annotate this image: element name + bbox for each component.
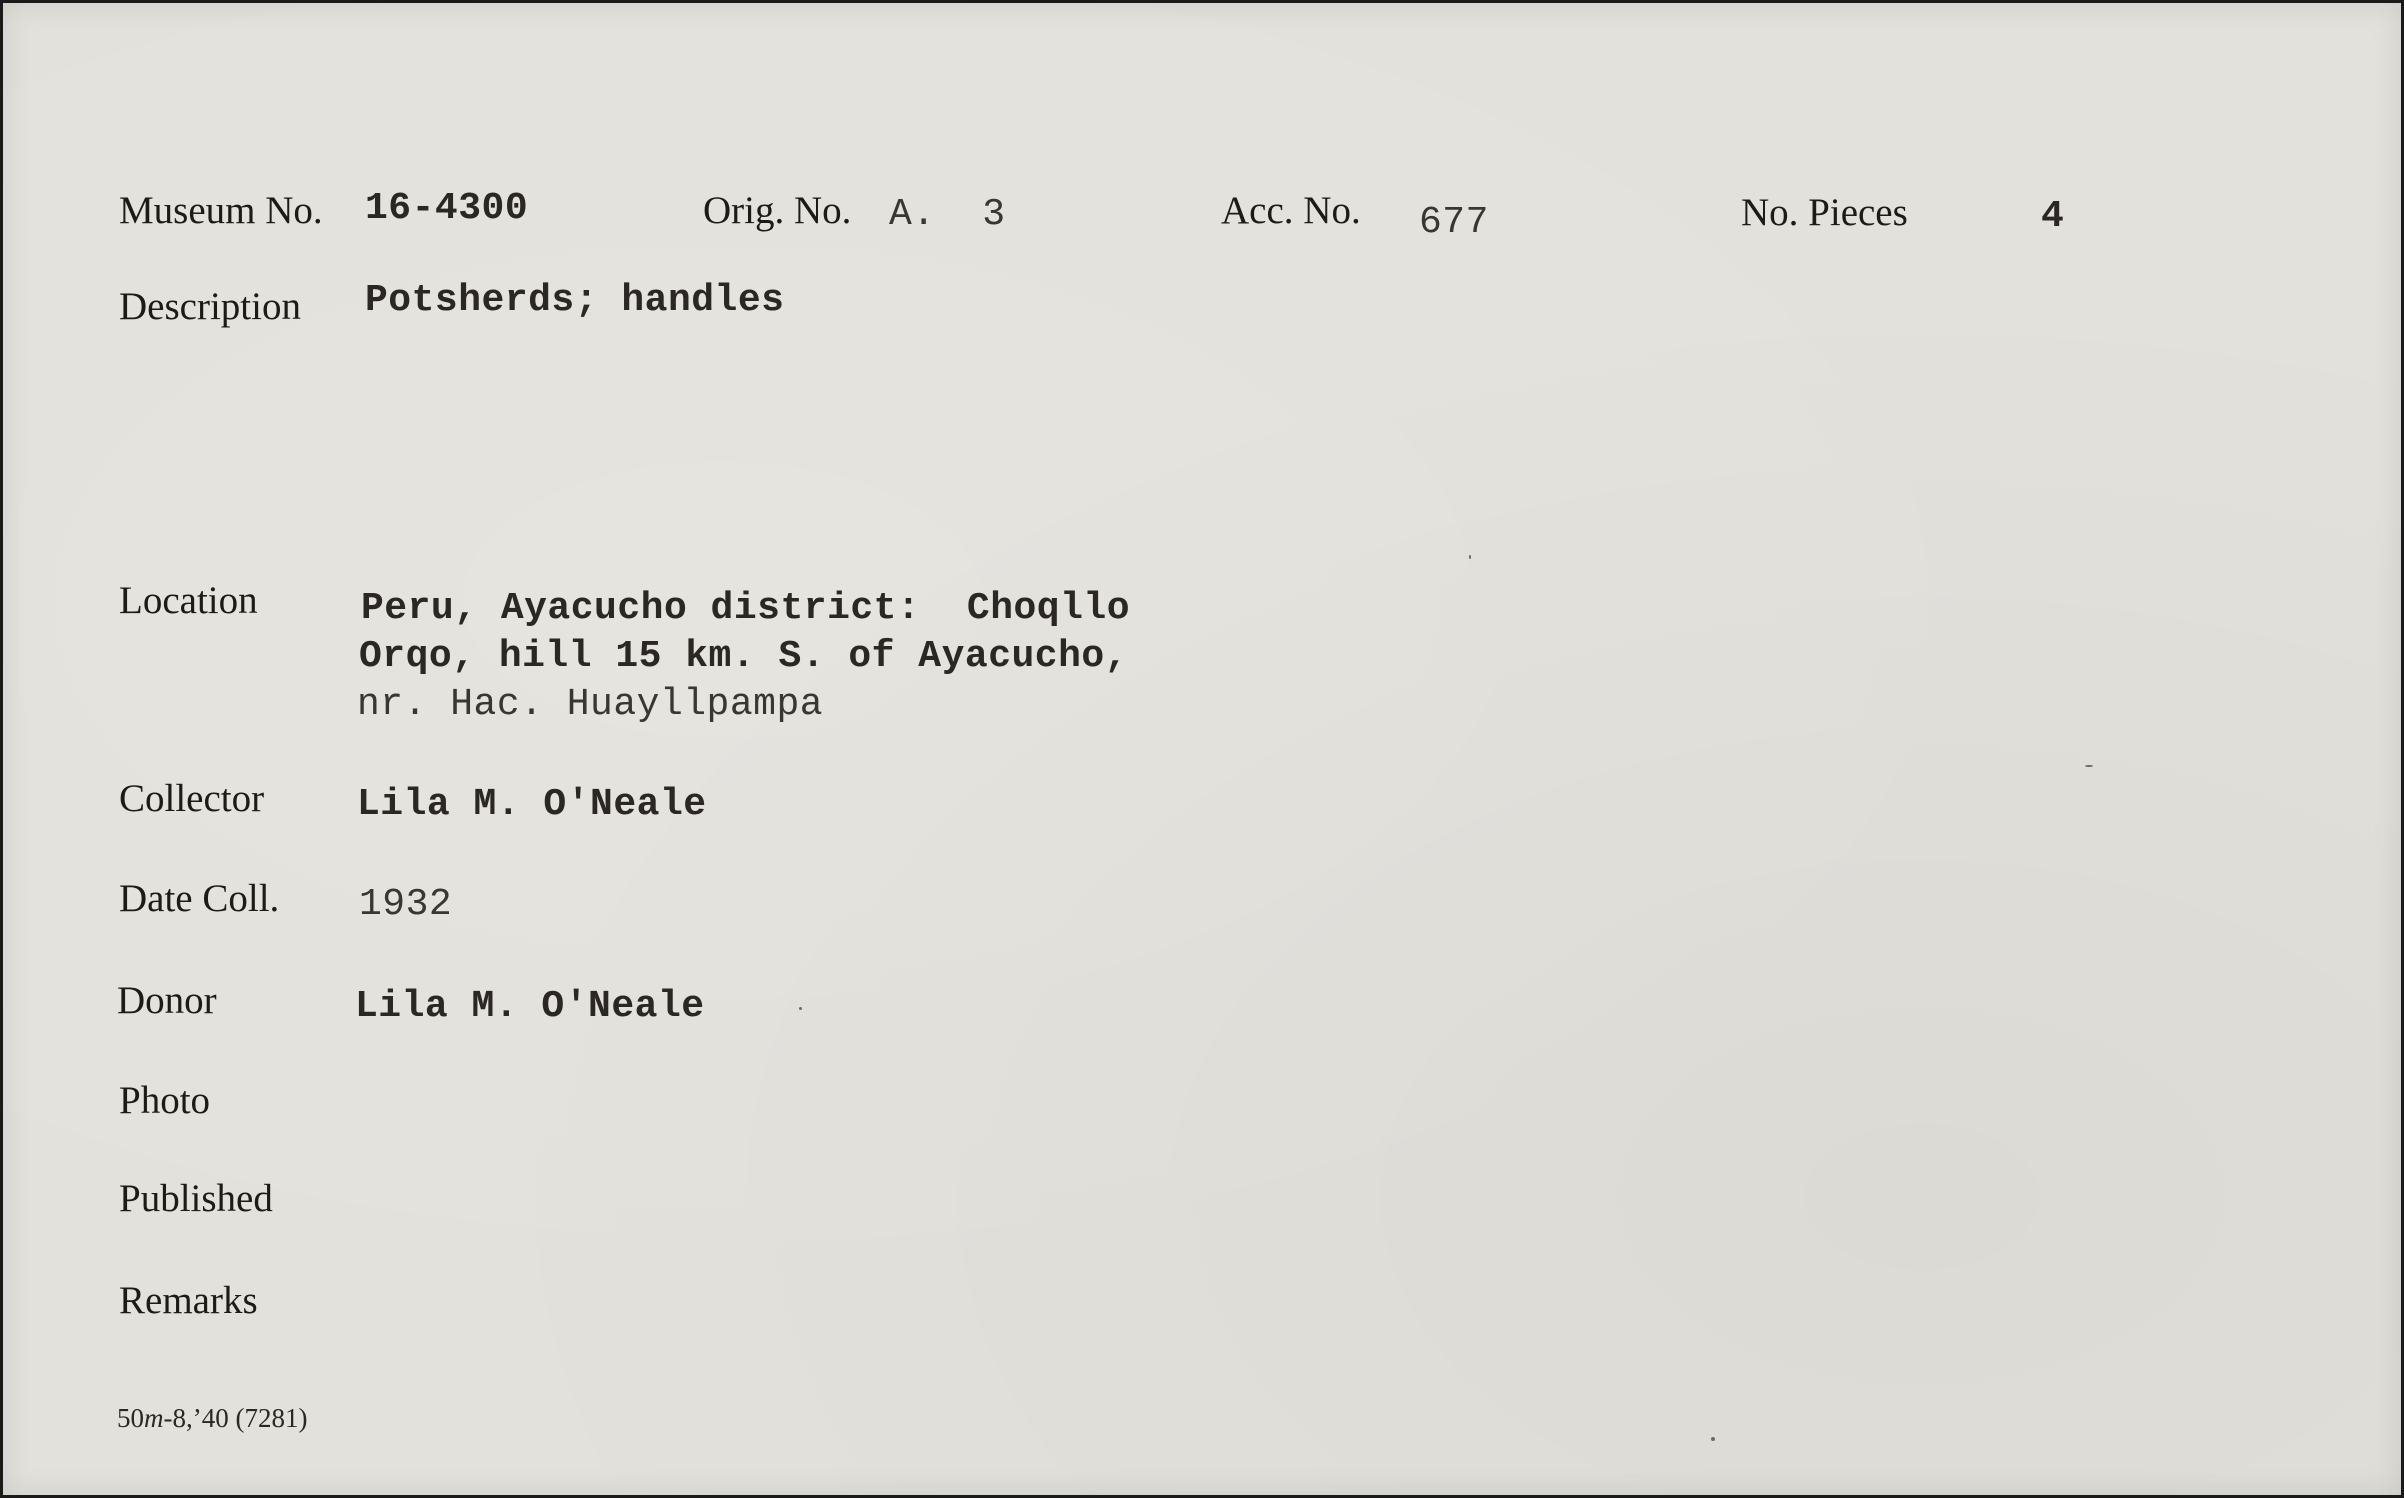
remarks-label: Remarks (119, 1279, 258, 1322)
catalog-card (3, 3, 2401, 1495)
location-value-line-1: Peru, Ayacucho district: Choqllo (361, 587, 1131, 630)
print-code-italic: m (144, 1403, 164, 1433)
location-label: Location (119, 579, 258, 622)
print-code-suffix: -8,’40 (7281) (163, 1403, 308, 1433)
museum-no-value: 16-4300 (365, 187, 529, 230)
acc-no-label: Acc. No. (1221, 189, 1361, 232)
collector-value: Lila M. O'Neale (357, 783, 707, 826)
description-value: Potsherds; handles (365, 279, 785, 322)
paper-speck (1469, 555, 1471, 559)
donor-value: Lila M. O'Neale (355, 985, 705, 1028)
print-code-prefix: 50 (117, 1403, 144, 1433)
date-coll-value: 1932 (359, 883, 453, 926)
paper-speck (799, 1007, 802, 1010)
donor-label: Donor (117, 979, 217, 1022)
paper-speck (2085, 765, 2093, 767)
orig-no-label: Orig. No. (703, 189, 852, 232)
acc-no-value: 677 (1419, 201, 1489, 244)
location-value-line-2: Orqo, hill 15 km. S. of Ayacucho, (359, 635, 1129, 678)
orig-no-value: A. 3 (889, 193, 1006, 236)
published-label: Published (119, 1177, 273, 1220)
description-label: Description (119, 285, 301, 328)
paper-speck (1711, 1437, 1715, 1441)
no-pieces-value: 4 (2041, 195, 2065, 238)
museum-no-label: Museum No. (119, 189, 323, 232)
collector-label: Collector (119, 777, 265, 820)
date-coll-label: Date Coll. (119, 877, 280, 920)
no-pieces-label: No. Pieces (1741, 191, 1908, 234)
photo-label: Photo (119, 1079, 211, 1122)
location-value-line-3: nr. Hac. Huayllpampa (357, 683, 824, 726)
print-code (117, 1403, 307, 1434)
